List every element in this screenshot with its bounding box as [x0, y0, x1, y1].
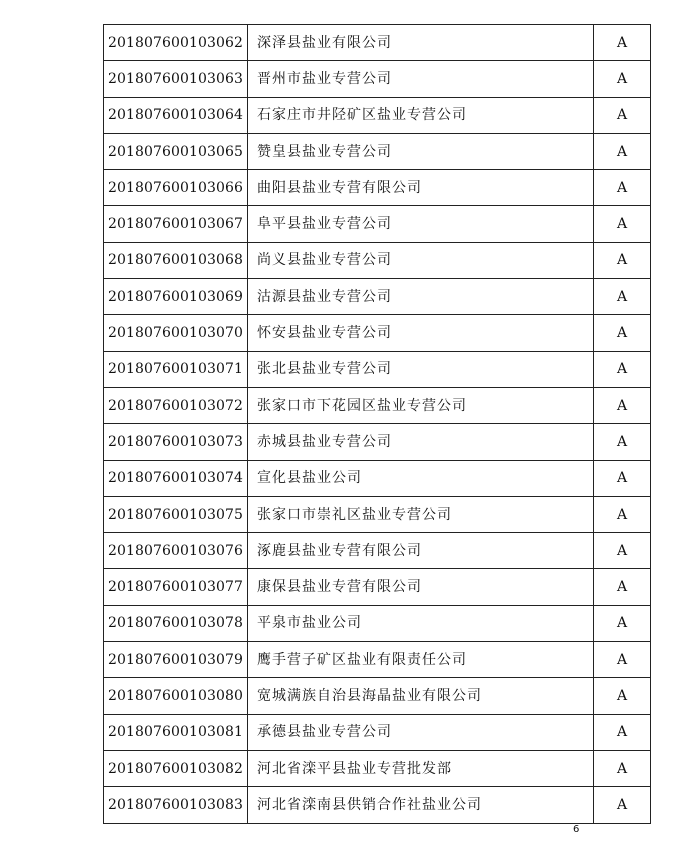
- row-code-cell: 201807600103067: [104, 206, 248, 242]
- row-grade-cell: A: [594, 206, 651, 242]
- table-row: [104, 133, 651, 169]
- table-row: [104, 170, 651, 206]
- row-code-cell: 201807600103071: [104, 351, 248, 387]
- row-grade-cell: A: [594, 787, 651, 823]
- row-grade-cell: A: [594, 424, 651, 460]
- row-grade-cell: A: [594, 569, 651, 605]
- row-code-cell: 201807600103068: [104, 242, 248, 278]
- table-row: [104, 25, 651, 61]
- row-grade-cell: A: [594, 97, 651, 133]
- row-grade-cell: A: [594, 714, 651, 750]
- row-grade-cell: A: [594, 387, 651, 423]
- table-row: [104, 642, 651, 678]
- row-name-cell: 曲阳县盐业专营有限公司: [248, 170, 594, 206]
- table-row: [104, 569, 651, 605]
- row-code-cell: 201807600103080: [104, 678, 248, 714]
- row-grade-cell: A: [594, 170, 651, 206]
- row-code-cell: 201807600103062: [104, 25, 248, 61]
- row-grade-cell: A: [594, 25, 651, 61]
- row-code-cell: 201807600103065: [104, 133, 248, 169]
- row-code-cell: 201807600103079: [104, 642, 248, 678]
- row-code-cell: 201807600103083: [104, 787, 248, 823]
- table-row: [104, 206, 651, 242]
- table-row: [104, 787, 651, 823]
- row-code-cell: 201807600103077: [104, 569, 248, 605]
- row-grade-cell: A: [594, 279, 651, 315]
- row-name-cell: 涿鹿县盐业专营有限公司: [248, 533, 594, 569]
- row-name-cell: 怀安县盐业专营公司: [248, 315, 594, 351]
- row-grade-cell: A: [594, 460, 651, 496]
- row-name-cell: 沽源县盐业专营公司: [248, 279, 594, 315]
- row-grade-cell: A: [594, 533, 651, 569]
- row-code-cell: 201807600103070: [104, 315, 248, 351]
- table-row: [104, 242, 651, 278]
- table-row: [104, 315, 651, 351]
- row-code-cell: 201807600103072: [104, 387, 248, 423]
- row-name-cell: 康保县盐业专营有限公司: [248, 569, 594, 605]
- row-name-cell: 晋州市盐业专营公司: [248, 61, 594, 97]
- row-name-cell: 张家口市下花园区盐业专营公司: [248, 387, 594, 423]
- table-row: [104, 605, 651, 641]
- row-code-cell: 201807600103073: [104, 424, 248, 460]
- row-grade-cell: A: [594, 242, 651, 278]
- table-row: [104, 279, 651, 315]
- credit-rating-table: [103, 24, 651, 824]
- page-number: 6: [573, 824, 580, 835]
- table-row: [104, 97, 651, 133]
- row-code-cell: 201807600103064: [104, 97, 248, 133]
- row-name-cell: 鹰手营子矿区盐业有限责任公司: [248, 642, 594, 678]
- row-grade-cell: A: [594, 750, 651, 786]
- row-name-cell: 宣化县盐业公司: [248, 460, 594, 496]
- row-code-cell: 201807600103066: [104, 170, 248, 206]
- row-name-cell: 深泽县盐业有限公司: [248, 25, 594, 61]
- row-name-cell: 河北省滦南县供销合作社盐业公司: [248, 787, 594, 823]
- row-code-cell: 201807600103076: [104, 533, 248, 569]
- row-name-cell: 赞皇县盐业专营公司: [248, 133, 594, 169]
- row-grade-cell: A: [594, 133, 651, 169]
- table-row: [104, 714, 651, 750]
- row-name-cell: 张北县盐业专营公司: [248, 351, 594, 387]
- row-grade-cell: A: [594, 315, 651, 351]
- row-code-cell: 201807600103078: [104, 605, 248, 641]
- row-code-cell: 201807600103075: [104, 496, 248, 532]
- row-name-cell: 赤城县盐业专营公司: [248, 424, 594, 460]
- table-row: [104, 533, 651, 569]
- table-row: [104, 387, 651, 423]
- row-grade-cell: A: [594, 678, 651, 714]
- row-name-cell: 石家庄市井陉矿区盐业专营公司: [248, 97, 594, 133]
- row-code-cell: 201807600103081: [104, 714, 248, 750]
- row-grade-cell: A: [594, 605, 651, 641]
- row-grade-cell: A: [594, 496, 651, 532]
- row-code-cell: 201807600103069: [104, 279, 248, 315]
- row-name-cell: 河北省滦平县盐业专营批发部: [248, 750, 594, 786]
- row-code-cell: 201807600103063: [104, 61, 248, 97]
- row-name-cell: 宽城满族自治县海晶盐业有限公司: [248, 678, 594, 714]
- row-grade-cell: A: [594, 642, 651, 678]
- table-row: [104, 351, 651, 387]
- table-row: [104, 460, 651, 496]
- row-grade-cell: A: [594, 351, 651, 387]
- row-name-cell: 平泉市盐业公司: [248, 605, 594, 641]
- table-body: [104, 25, 651, 824]
- row-name-cell: 张家口市崇礼区盐业专营公司: [248, 496, 594, 532]
- row-code-cell: 201807600103074: [104, 460, 248, 496]
- table-row: [104, 750, 651, 786]
- row-code-cell: 201807600103082: [104, 750, 248, 786]
- row-name-cell: 承德县盐业专营公司: [248, 714, 594, 750]
- row-grade-cell: A: [594, 61, 651, 97]
- table-row: [104, 424, 651, 460]
- row-name-cell: 阜平县盐业专营公司: [248, 206, 594, 242]
- row-name-cell: 尚义县盐业专营公司: [248, 242, 594, 278]
- table-row: [104, 678, 651, 714]
- table-row: [104, 61, 651, 97]
- table-row: [104, 496, 651, 532]
